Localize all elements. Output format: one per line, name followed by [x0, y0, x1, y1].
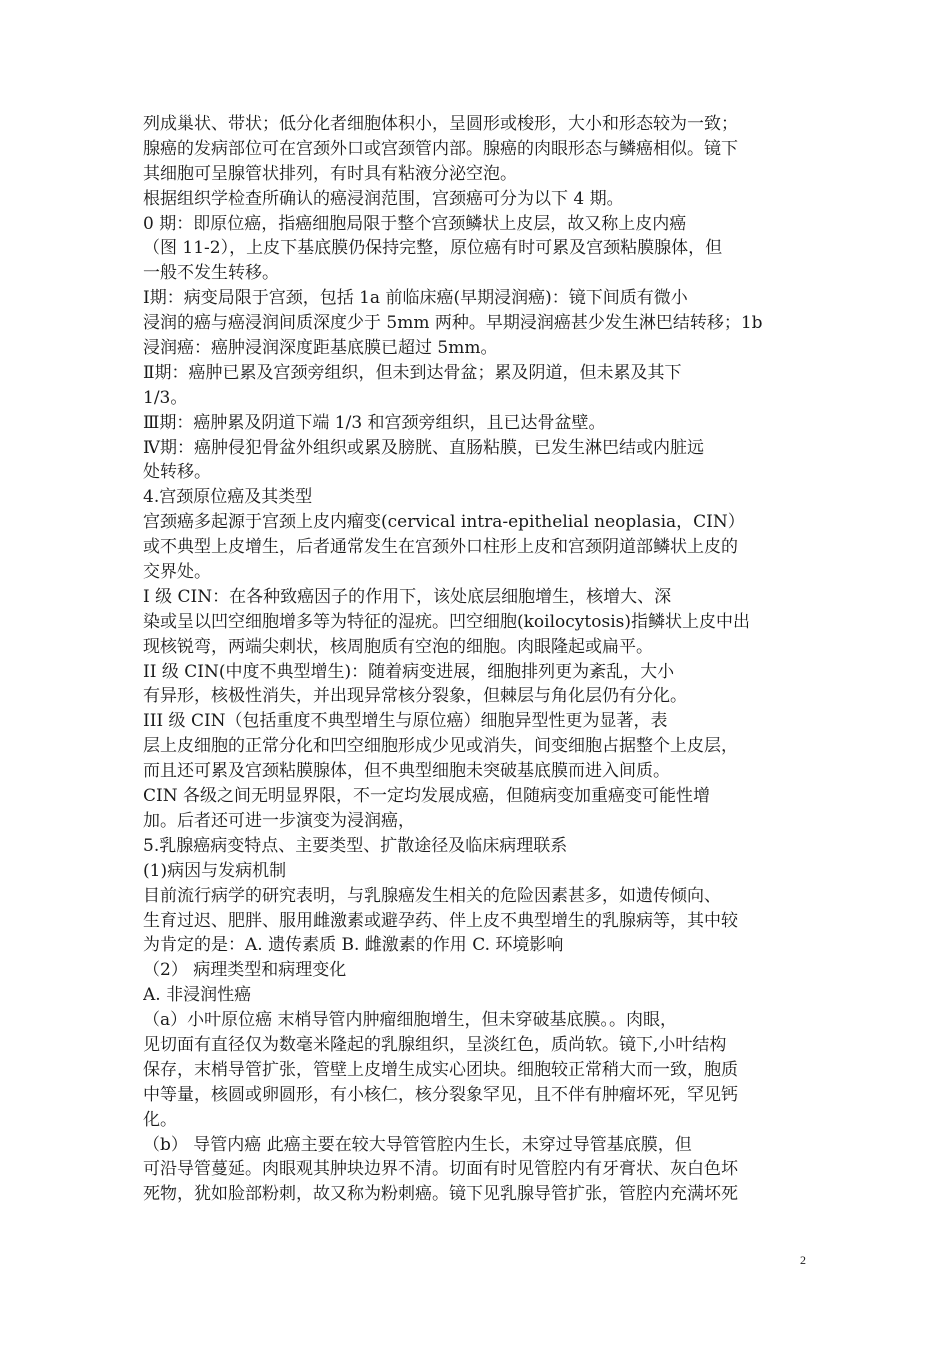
page-number: 2 — [800, 1253, 806, 1267]
text-line: （图 11-2），上皮下基底膜仍保持完整，原位癌有时可累及宫颈粘膜腺体，但 — [143, 238, 723, 259]
text-line: CIN 各级之间无明显界限，不一定均发展成癌，但随病变加重癌变可能性增 — [143, 786, 711, 807]
body-text — [143, 112, 815, 1207]
text-line: （b） 导管内癌 此癌主要在较大导管管腔内生长，未穿过导管基底膜，但 — [143, 1134, 692, 1155]
text-line: 一般不发生转移。 — [143, 263, 279, 284]
text-line: 层上皮细胞的正常分化和凹空细胞形成少见或消失，间变细胞占据整个上皮层， — [143, 736, 738, 757]
text-line: 生育过迟、肥胖、服用雌激素或避孕药、伴上皮不典型增生的乳腺病等，其中较 — [143, 910, 738, 931]
text-line: 1/3。 — [143, 387, 188, 408]
text-line: 保存，末梢导管扩张，管壁上皮增生成实心团块。细胞较正常稍大而一致，胞质 — [143, 1059, 738, 1080]
text-line: 为肯定的是：A. 遗传素质 B. 雌激素的作用 C. 环境影响 — [143, 935, 564, 956]
text-line: A. 非浸润性癌 — [143, 985, 252, 1006]
text-line: 5.乳腺癌病变特点、主要类型、扩散途径及临床病理联系 — [143, 835, 568, 856]
text-line: 宫颈癌多起源于宫颈上皮内瘤变(cervical intra-epithelial neoplasia，CIN） — [143, 512, 745, 533]
text-line: 加。后者还可进一步演变为浸润癌， — [143, 810, 415, 831]
text-line: 浸润的癌与癌浸润间质深度少于 5mm 两种。早期浸润癌甚少发生淋巴结转移；1b — [143, 313, 763, 334]
text-line: 染或呈以凹空细胞增多等为特征的湿疣。凹空细胞(koilocytosis)指鳞状上皮中出 — [143, 611, 750, 632]
text-line: （a）小叶原位癌 末梢导管内肿瘤细胞增生，但未穿破基底膜。。肉眼， — [143, 1010, 678, 1031]
text-line: 现核锐弯，两端尖刺状，核周胞质有空泡的细胞。肉眼隆起或扁平。 — [143, 636, 653, 657]
text-line: Ⅲ期：癌肿累及阴道下端 1/3 和宫颈旁组织，且已达骨盆壁。 — [143, 412, 606, 433]
text-line: 目前流行病学的研究表明，与乳腺癌发生相关的危险因素甚多，如遗传倾向、 — [143, 885, 721, 906]
text-line: 根据组织学检查所确认的癌浸润范围，宫颈癌可分为以下 4 期。 — [143, 188, 624, 209]
text-line: III 级 CIN（包括重度不典型增生与原位癌）细胞异型性更为显著，表 — [143, 711, 668, 732]
text-line: Ⅳ期：癌肿侵犯骨盆外组织或累及膀胱、直肠粘膜，已发生淋巴结或内脏远 — [143, 437, 704, 458]
text-line: (1)病因与发病机制 — [143, 860, 287, 881]
text-line: 见切面有直径仅为数毫米隆起的乳腺组织，呈淡红色，质尚软。镜下,小叶结构 — [143, 1034, 727, 1055]
text-line: 中等量，核圆或卵圆形，有小核仁，核分裂象罕见，且不伴有肿瘤坏死，罕见钙 — [143, 1084, 738, 1105]
text-line: （2） 病理类型和病理变化 — [143, 960, 347, 981]
text-line: 处转移。 — [143, 462, 211, 483]
text-line: 列成巢状、带状；低分化者细胞体积小，呈圆形或梭形，大小和形态较为一致； — [143, 114, 738, 134]
text-line: Ⅰ期：病变局限于宫颈，包括 1a 前临床癌(早期浸润癌)：镜下间质有微小 — [143, 288, 688, 309]
text-line: 可沿导管蔓延。肉眼观其肿块边界不清。切面有时见管腔内有牙膏状、灰白色坏 — [143, 1159, 738, 1180]
text-line: 其细胞可呈腺管状排列，有时具有粘液分泌空泡。 — [143, 163, 517, 184]
text-line: 交界处。 — [143, 562, 211, 583]
text-line: 而且还可累及宫颈粘膜腺体，但不典型细胞未突破基底膜而进入间质。 — [143, 761, 670, 782]
text-line: 浸润癌：癌肿浸润深度距基底膜已超过 5mm。 — [143, 338, 498, 359]
text-line: Ⅱ期：癌肿已累及宫颈旁组织，但未到达骨盆；累及阴道，但未累及其下 — [143, 362, 682, 383]
text-line: 死物，犹如脸部粉刺，故又称为粉刺癌。镜下见乳腺导管扩张，管腔内充满坏死 — [143, 1184, 738, 1205]
text-line: 4.宫颈原位癌及其类型 — [143, 487, 313, 508]
text-line: 0 期：即原位癌，指癌细胞局限于整个宫颈鳞状上皮层，故又称上皮内癌 — [143, 213, 687, 234]
text-line: I 级 CIN：在各种致癌因子的作用下，该处底层细胞增生，核增大、深 — [143, 586, 672, 607]
text-line: 腺癌的发病部位可在宫颈外口或宫颈管内部。腺癌的肉眼形态与鳞癌相似。镜下 — [143, 138, 738, 159]
text-line: 化。 — [143, 1109, 177, 1130]
text-line: 有异形，核极性消失，并出现异常核分裂象，但棘层与角化层仍有分化。 — [143, 686, 687, 707]
text-line: 或不典型上皮增生，后者通常发生在宫颈外口柱形上皮和宫颈阴道部鳞状上皮的 — [143, 537, 738, 558]
text-line: II 级 CIN(中度不典型增生)：随着病变进展，细胞排列更为紊乱，大小 — [143, 661, 675, 682]
